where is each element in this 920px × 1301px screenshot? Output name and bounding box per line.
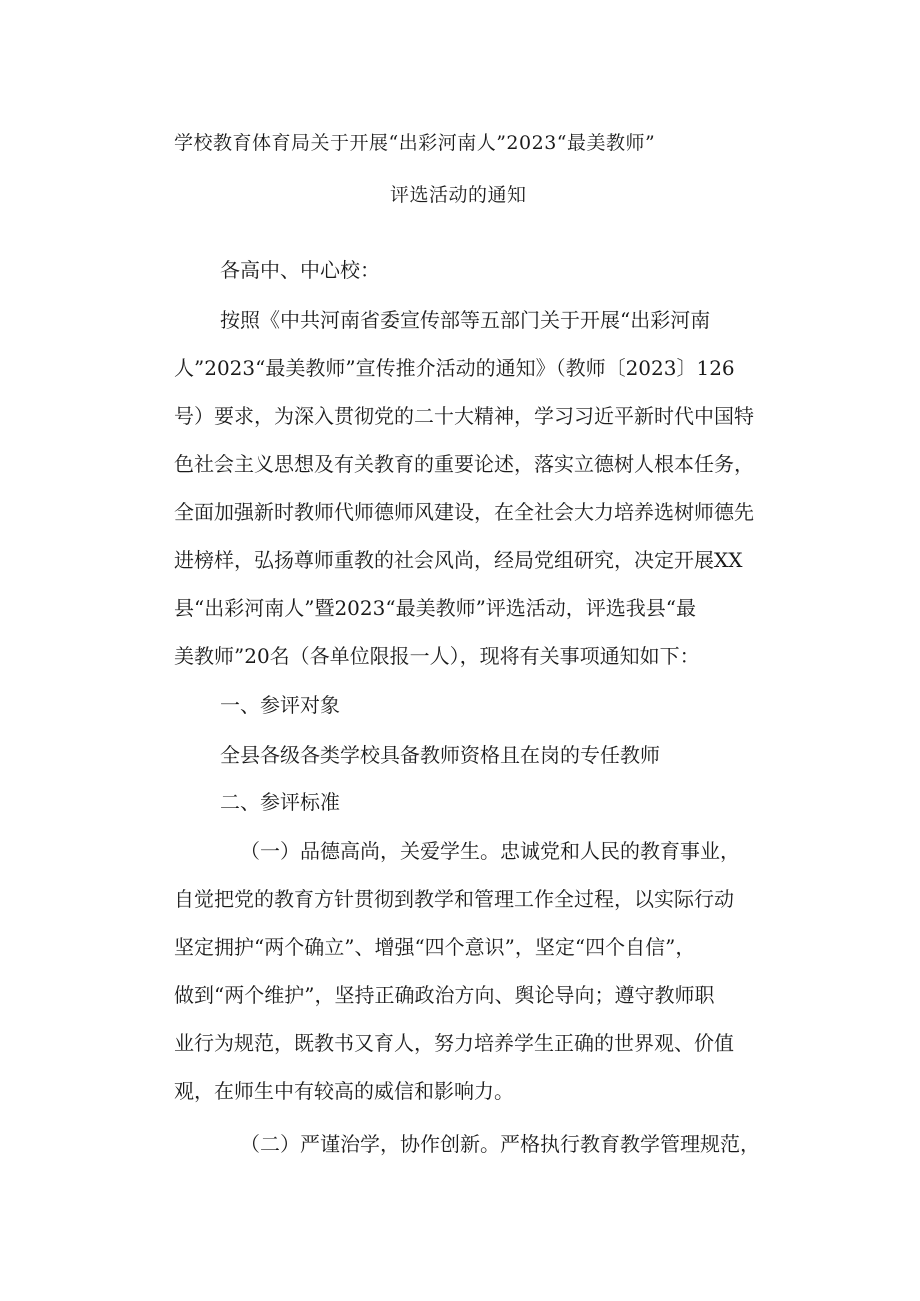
standard-1-line: 业行为规范，既教书又育人，努力培养学生正确的世界观、价值: [174, 1031, 734, 1055]
intro-line: 进榜样，弘扬尊师重教的社会风尚，经局党组研究，决定开展XX: [174, 548, 743, 572]
intro-line: 全面加强新时教师代师德师风建设，在全社会大力培养选树师德先: [174, 500, 754, 524]
section-1-text: 全县各级各类学校具备教师资格且在岗的专任教师: [220, 743, 660, 767]
section-2-heading: 二、参评标准: [220, 790, 340, 814]
standard-1-line: 坚定拥护“两个确立”、增强“四个意识”，坚定“四个自信”，: [174, 935, 696, 959]
intro-line: 县“出彩河南人”暨2023“最美教师”评选活动，评选我县“最: [174, 596, 697, 620]
standard-1-line: （一）品德高尚，关爱学生。忠诚党和人民的教育事业，: [240, 839, 740, 863]
standard-1-line: 观，在师生中有较高的威信和影响力。: [174, 1079, 514, 1103]
intro-line: 按照《中共河南省委宣传部等五部门关于开展“出彩河南: [220, 308, 711, 332]
section-1-heading: 一、参评对象: [220, 693, 340, 717]
document-title-line-1: 学校教育体育局关于开展“出彩河南人”2023“最美教师”: [174, 132, 656, 154]
standard-1-line: 做到“两个维护”，坚持正确政治方向、舆论导向；遵守教师职: [174, 983, 715, 1007]
intro-line: 美教师”20名（各单位限报一人），现将有关事项通知如下：: [174, 644, 700, 668]
standard-1-line: 自觉把党的教育方针贯彻到教学和管理工作全过程，以实际行动: [174, 887, 734, 911]
salutation: 各高中、中心校：: [220, 258, 380, 282]
intro-line: 色社会主义思想及有关教育的重要论述，落实立德树人根本任务，: [174, 452, 754, 476]
document-title-line-2: 评选活动的通知: [390, 184, 527, 206]
intro-line: 人”2023“最美教师”宣传推介活动的通知》（教师〔2023〕126: [174, 356, 735, 380]
standard-2-line: （二）严谨治学，协作创新。严格执行教育教学管理规范，: [240, 1132, 760, 1156]
intro-line: 号）要求，为深入贯彻党的二十大精神，学习习近平新时代中国特: [174, 404, 754, 428]
